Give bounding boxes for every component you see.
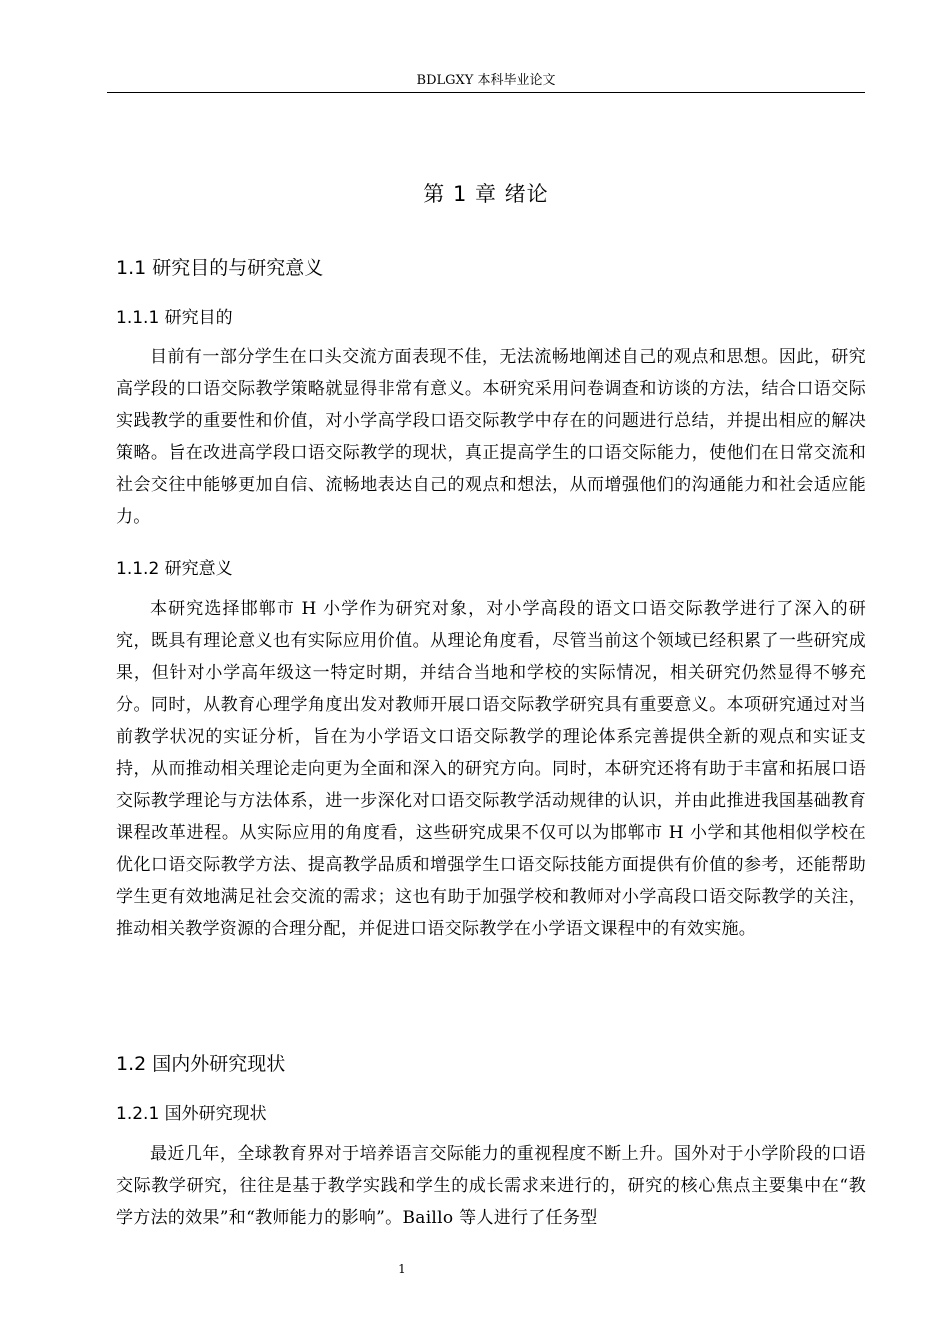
section-heading-1-2: 1.2 国内外研究现状: [116, 1053, 286, 1075]
paragraph-foreign-research: 最近几年，全球教育界对于培养语言交际能力的重视程度不断上升。国外对于小学阶段的口语交际教学研究，往往是基于教学实践和学生的成长需求来进行的，研究的核心焦点主要集中在“教学方法的效果”和“教师能力的影响”。Baillo 等人进行了任务型: [116, 1144, 866, 1228]
running-header: BDLGXY 本科毕业论文: [416, 73, 556, 88]
header-rule: [107, 92, 865, 93]
chapter-title: 第 1 章 绪论: [423, 182, 549, 206]
section-heading-1-1: 1.1 研究目的与研究意义: [116, 257, 324, 279]
subsection-heading-1-1-2: 1.1.2 研究意义: [116, 559, 233, 579]
paragraph-research-purpose: 目前有一部分学生在口头交流方面表现不佳，无法流畅地阐述自己的观点和思想。因此，研究高学段的口语交际教学策略就显得非常有意义。本研究采用问卷调查和访谈的方法，结合口语交际实践教学的重要性和价值，对小学高学段口语交际教学中存在的问题进行总结，并提出相应的解决策略。旨在改进高学段口语交际教学的现状，真正提高学生的口语交际能力，使他们在日常交流和社会交往中能够更加自信、流畅地表达自己的观点和想法，从而增强他们的沟通能力和社会适应能力。: [116, 347, 866, 527]
paragraph-research-significance: 本研究选择邯郸市 H 小学作为研究对象，对小学高段的语文口语交际教学进行了深入的研究，既具有理论意义也有实际应用价值。从理论角度看，尽管当前这个领域已经积累了一些研究成果，但针对小学高年级这一特定时期，并结合当地和学校的实际情况，相关研究仍然显得不够充分。同时，从教育心理学角度出发对教师开展口语交际教学研究具有重要意义。本项研究通过对当前教学状况的实证分析，旨在为小学语文口语交际教学的理论体系完善提供全新的观点和实证支持，从而推动相关理论走向更为全面和深入的研究方向。同时，本研究还将有助于丰富和拓展口语交际教学理论与方法体系，进一步深化对口语交际教学活动规律的认识，并由此推进我国基础教育课程改革进程。从实际应用的角度看，这些研究成果不仅可以为邯郸市 H 小学和其他相似学校在优化口语交际教学方法、提高教学品质和增强学生口语交际技能方面提供有价值的参考，还能帮助学生更有效地满足社会交流的需求；这也有助于加强学校和教师对小学高段口语交际教学的关注，推动相关教学资源的合理分配，并促进口语交际教学在小学语文课程中的有效实施。: [116, 599, 866, 939]
subsection-heading-1-1-1: 1.1.1 研究目的: [116, 308, 233, 328]
page-number: 1: [398, 1262, 406, 1276]
subsection-heading-1-2-1: 1.2.1 国外研究现状: [116, 1104, 267, 1124]
